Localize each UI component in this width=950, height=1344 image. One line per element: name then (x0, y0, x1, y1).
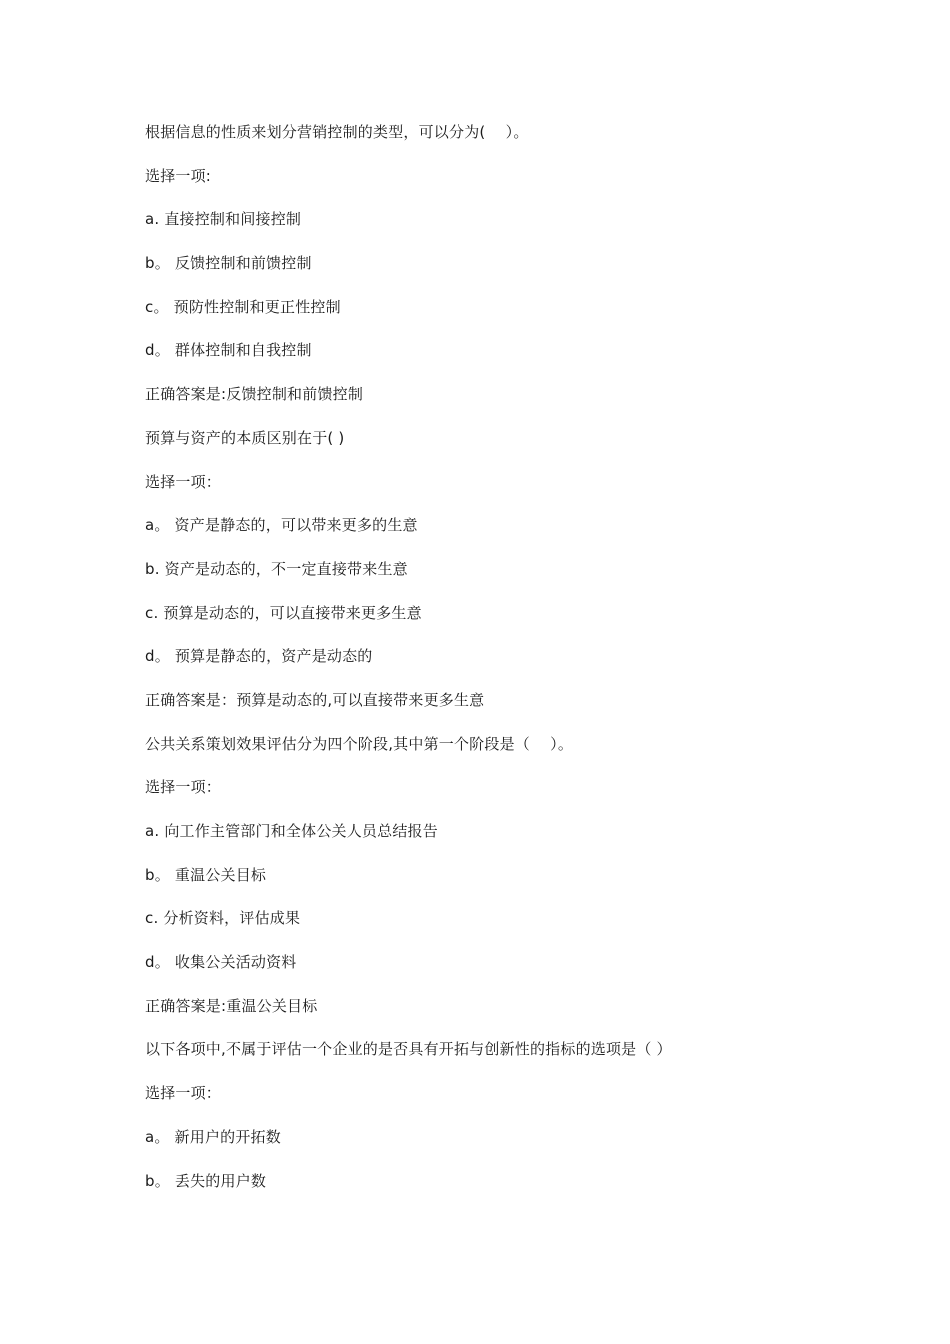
question-1-option-c: c。 预防性控制和更正性控制 (145, 297, 341, 316)
question-1-text: 根据信息的性质来划分营销控制的类型，可以分为( ）。 (145, 123, 529, 141)
question-3-answer: 正确答案是:重温公关目标 (145, 996, 318, 1015)
question-1-option-b: b。 反馈控制和前馈控制 (145, 254, 312, 273)
question-3-text: 公共关系策划效果评估分为四个阶段,其中第一个阶段是（ ）。 (145, 734, 574, 753)
question-2-option-d: d。 预算是静态的，资产是动态的 (145, 647, 373, 666)
question-3-option-a: a. 向工作主管部门和全体公关人员总结报告 (145, 822, 438, 840)
question-1-prompt: 选择一项: (145, 166, 212, 185)
question-3-option-c: c. 分析资料，评估成果 (145, 909, 301, 928)
question-2-text: 预算与资产的本质区别在于( ) (145, 428, 345, 447)
question-2-option-b: b. 资产是动态的，不一定直接带来生意 (145, 559, 408, 578)
question-4-option-a: a。 新用户的开拓数 (145, 1127, 281, 1146)
question-3-prompt: 选择一项： (145, 778, 222, 797)
document-body (145, 122, 865, 1214)
question-3-option-d: d。 收集公关活动资料 (145, 953, 297, 972)
question-2-option-c: c. 预算是动态的，可以直接带来更多生意 (145, 603, 422, 622)
question-1-option-d: d。 群体控制和自我控制 (145, 341, 312, 360)
question-2-answer: 正确答案是：预算是动态的,可以直接带来更多生意 (145, 690, 485, 709)
question-4-option-b: b。 丢失的用户数 (145, 1171, 267, 1190)
question-1-answer: 正确答案是:反馈控制和前馈控制 (145, 385, 364, 404)
question-1-option-a: a. 直接控制和间接控制 (145, 210, 302, 229)
question-4-text: 以下各项中,不属于评估一个企业的是否具有开拓与创新性的指标的选项是（ ） (145, 1040, 672, 1059)
question-3-option-b: b。 重温公关目标 (145, 865, 267, 884)
question-4-prompt: 选择一项： (145, 1084, 222, 1103)
question-2-option-a: a。 资产是静态的，可以带来更多的生意 (145, 516, 418, 535)
question-2-prompt: 选择一项： (145, 472, 222, 491)
